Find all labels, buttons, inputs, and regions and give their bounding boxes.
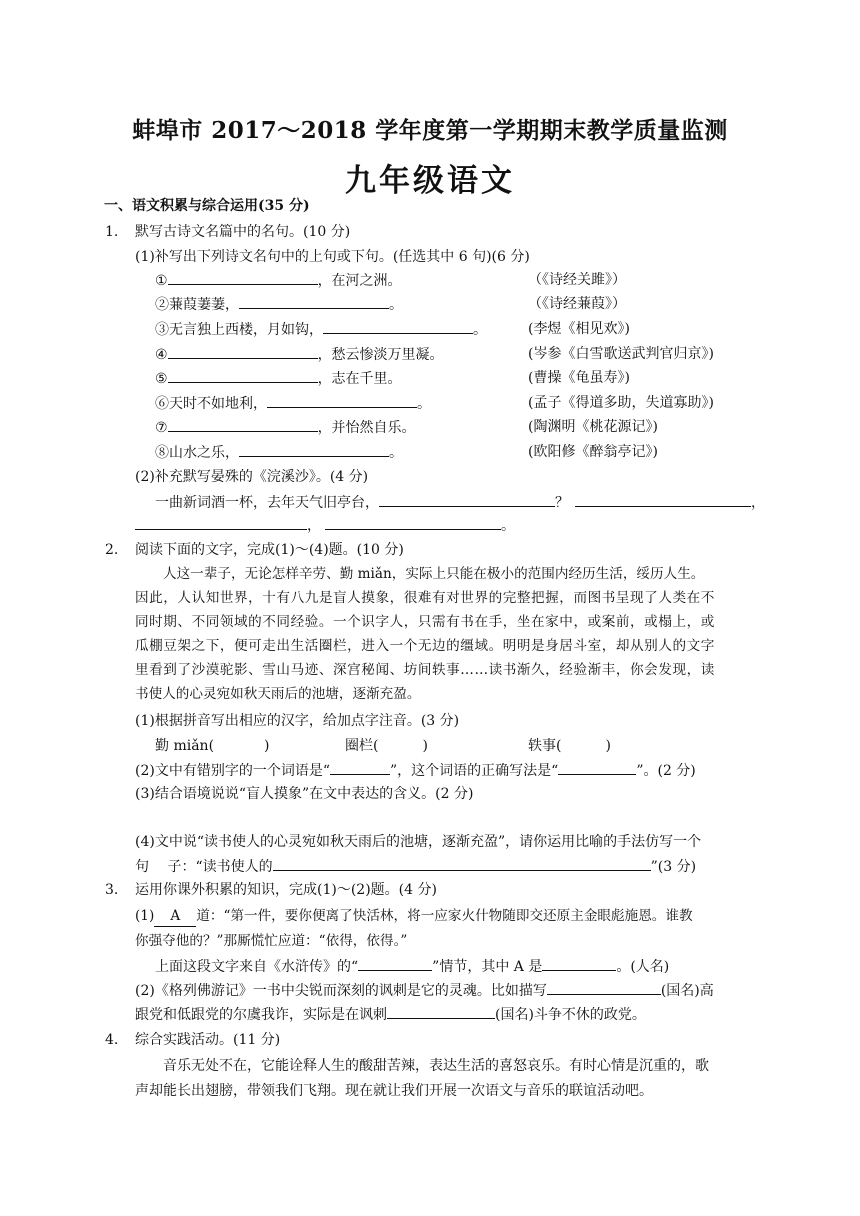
item-suffix: ，愁云惨淡万里凝。 [317,347,444,363]
answer-blank[interactable] [325,515,501,530]
poem-punct: ， [307,518,321,534]
item-prefix: ⑧山水之乐， [155,445,239,461]
answer-blank[interactable] [135,515,307,530]
passage-line: 里看到了沙漠驼影、雪山马迹、深宫秘闻、坊间轶事……读书渐久，经验渐丰，你会发现，读 [135,662,715,678]
passage-line: 瓜棚豆架之下，便可走出生活圈栏，进入一个无边的缰域。明明是身居斗室，却从别人的文字 [135,638,715,654]
paren: ) [605,738,611,754]
exam-title: 蚌埠市 2017～2018 学年度第一学期期末教学质量监测 [132,117,728,144]
item-prefix: ②蒹葭萋萋， [155,297,239,313]
fill-line [135,1004,646,1025]
answer-blank[interactable] [168,270,318,285]
item-prefix: ③无言独上西楼，月如钩， [155,322,323,338]
subquestion-text [135,856,696,877]
poem-fill-line [155,492,765,513]
question-number: 1. [105,224,119,240]
question-text: (国名)高 [660,983,714,999]
paren: ) [422,738,428,754]
item-source: (欧阳修《醉翁亭记》) [528,444,658,460]
pinyin-item [528,736,611,756]
answer-blank[interactable] [547,980,661,995]
question-text: 上面这段文字来自《水浒传》的“ [155,959,359,975]
item-source: (曹操《龟虽寿》) [528,370,630,386]
subquestion-text: (4)文中说“读书使人的心灵宛如秋天雨后的池塘，逐渐充盈”，请你运用比喻的手法仿写一个 [135,834,702,850]
answer-blank[interactable] [330,760,390,775]
answer-blank[interactable] [323,319,473,334]
item-suffix: ，志在千里。 [317,371,402,387]
poem-punct: 。 [501,518,515,534]
subquestion-label: (1) [135,908,155,924]
placeholder-A: A [154,906,196,927]
subquestion-text: (3)结合语境说说“盲人摸象”在文中表达的含义。(2 分) [135,786,474,802]
item-suffix: ，并怡然自乐。 [317,420,416,436]
question-number: 3. [105,882,119,898]
subquestion-text [135,760,696,781]
question-text: 默写古诗文名篇中的名句。(10 分) [135,224,351,240]
fill-line [135,980,714,1001]
answer-blank[interactable] [575,492,751,507]
pinyin-item [155,736,270,756]
answer-blank[interactable] [273,856,651,871]
item-prefix: ① [155,273,168,289]
question-text: (2)文中有错别字的一个词语是“ [135,763,330,779]
fill-item [155,294,403,315]
subquestion-text: (2)补充默写晏殊的《浣溪沙》。(4 分) [135,469,369,485]
item-source: （《诗经关雎》） [528,272,626,288]
fill-item [155,417,416,438]
answer-blank[interactable] [358,956,432,971]
fill-item [155,319,487,340]
poem-text: 一曲新词酒一杯，去年天气旧亭台， [155,495,379,511]
answer-blank[interactable] [214,736,264,750]
item-suffix: 。 [417,396,431,412]
fill-line [155,956,669,977]
question-text: ”(3 分) [650,859,697,875]
exam-subtitle: 九年级语文 [345,163,515,199]
subquestion-text: (1)根据拼音写出相应的汉字，给加点字注音。(3 分) [135,713,460,729]
item-source: (岑参《白雪歌送武判官归京》) [528,346,714,362]
item-source: （《诗经蒹葭》） [528,296,626,312]
item-prefix: ④ [155,347,168,363]
poem-punct: ， [751,495,765,511]
answer-blank[interactable] [168,344,318,359]
pinyin-item [345,736,428,756]
answer-blank[interactable] [379,492,555,507]
answer-blank[interactable] [561,736,605,750]
question-text: 句 子：“读书使人的 [135,859,273,875]
question-text: 运用你课外积累的知识，完成(1)～(2)题。(4 分) [135,882,437,898]
question-text: (国名)斗争不休的政党。 [495,1007,646,1023]
question-text: ”。(2 分) [636,763,696,779]
question-number: 2. [105,542,119,558]
intro-line: 音乐无处不在，它能诠释人生的酸甜苦辣，表达生活的喜怒哀乐。有时心情是沉重的，歌 [163,1058,709,1074]
item-prefix: ⑥天时不如地利， [155,396,267,412]
question-text: 综合实践活动。(11 分) [135,1032,281,1048]
fill-item [155,442,403,463]
question-number: 4. [105,1032,119,1048]
question-text: 跟党和低跟党的尔虞我诈，实际是在讽刺 [135,1007,387,1023]
item-suffix: ，在河之洲。 [317,273,402,289]
quote-line [135,906,693,927]
answer-blank[interactable] [267,393,417,408]
pinyin-label: 圈栏( [345,738,379,754]
answer-blank[interactable] [168,417,318,432]
pinyin-label: 勤 miǎn( [155,738,215,754]
question-text: 阅读下面的文字，完成(1)～(4)题。(10 分) [135,542,404,558]
answer-blank[interactable] [387,1004,495,1019]
passage-line: 因此，人认知世界，十有八九是盲人摸象，很难有对世界的完整把握，而图书呈现了人类在不 [135,590,715,606]
poem-punct: ？ [555,495,569,511]
answer-blank[interactable] [239,442,389,457]
answer-blank[interactable] [168,368,318,383]
question-text: (2)《格列佛游记》一书中尖锐而深刻的讽刺是它的灵魂。比如描写 [135,983,547,999]
fill-item [155,368,402,389]
passage-line: 人这一辈子，无论怎样辛劳、勤 miǎn，实际上只能在极小的范围内经历生活，绥历人生。 [163,566,705,582]
item-prefix: ⑦ [155,420,168,436]
item-source: (孟子《得道多助，失道寡助》) [528,395,714,411]
fill-item [155,393,431,414]
pinyin-label: 轶事( [528,738,562,754]
fill-item [155,270,402,291]
answer-blank[interactable] [239,294,389,309]
poem-fill-line [135,515,515,536]
paren: ) [264,738,270,754]
passage-line: 同时期、不同领域的不同经验。一个识字人，只需有书在手，坐在家中，或案前，或榻上，或 [135,614,715,630]
answer-blank[interactable] [542,956,616,971]
item-source: (陶渊明《桃花源记》) [528,419,658,435]
answer-blank[interactable] [378,736,422,750]
item-suffix: 。 [389,445,403,461]
question-text: 。(人名) [616,959,670,975]
quote-line: 你强夺他的？”那厮慌忙应道：“依得，依得。” [135,933,408,949]
intro-line: 声却能长出翅膀，带领我们飞翔。现在就让我们开展一次语文与音乐的联谊活动吧。 [135,1083,653,1099]
answer-blank[interactable] [558,760,636,775]
quote-text: 道：“第一件，要你便离了快活林，将一应家火什物随即交还原主金眼彪施恩。谁教 [196,908,693,924]
item-source: (李煜《相见欢》) [528,321,630,337]
question-text: ”，这个词语的正确写法是“ [390,763,559,779]
question-text: ”情节，其中 A 是 [432,959,543,975]
passage-line: 书使人的心灵宛如秋天雨后的池塘，逐渐充盈。 [135,686,421,702]
item-suffix: 。 [473,322,487,338]
item-suffix: 。 [389,297,403,313]
fill-item [155,344,444,365]
item-prefix: ⑤ [155,371,168,387]
section-heading: 一、语文积累与综合运用(35 分) [104,198,310,214]
subquestion-text: (1)补写出下列诗文名句中的上句或下句。(任选其中 6 句)(6 分) [135,249,530,265]
